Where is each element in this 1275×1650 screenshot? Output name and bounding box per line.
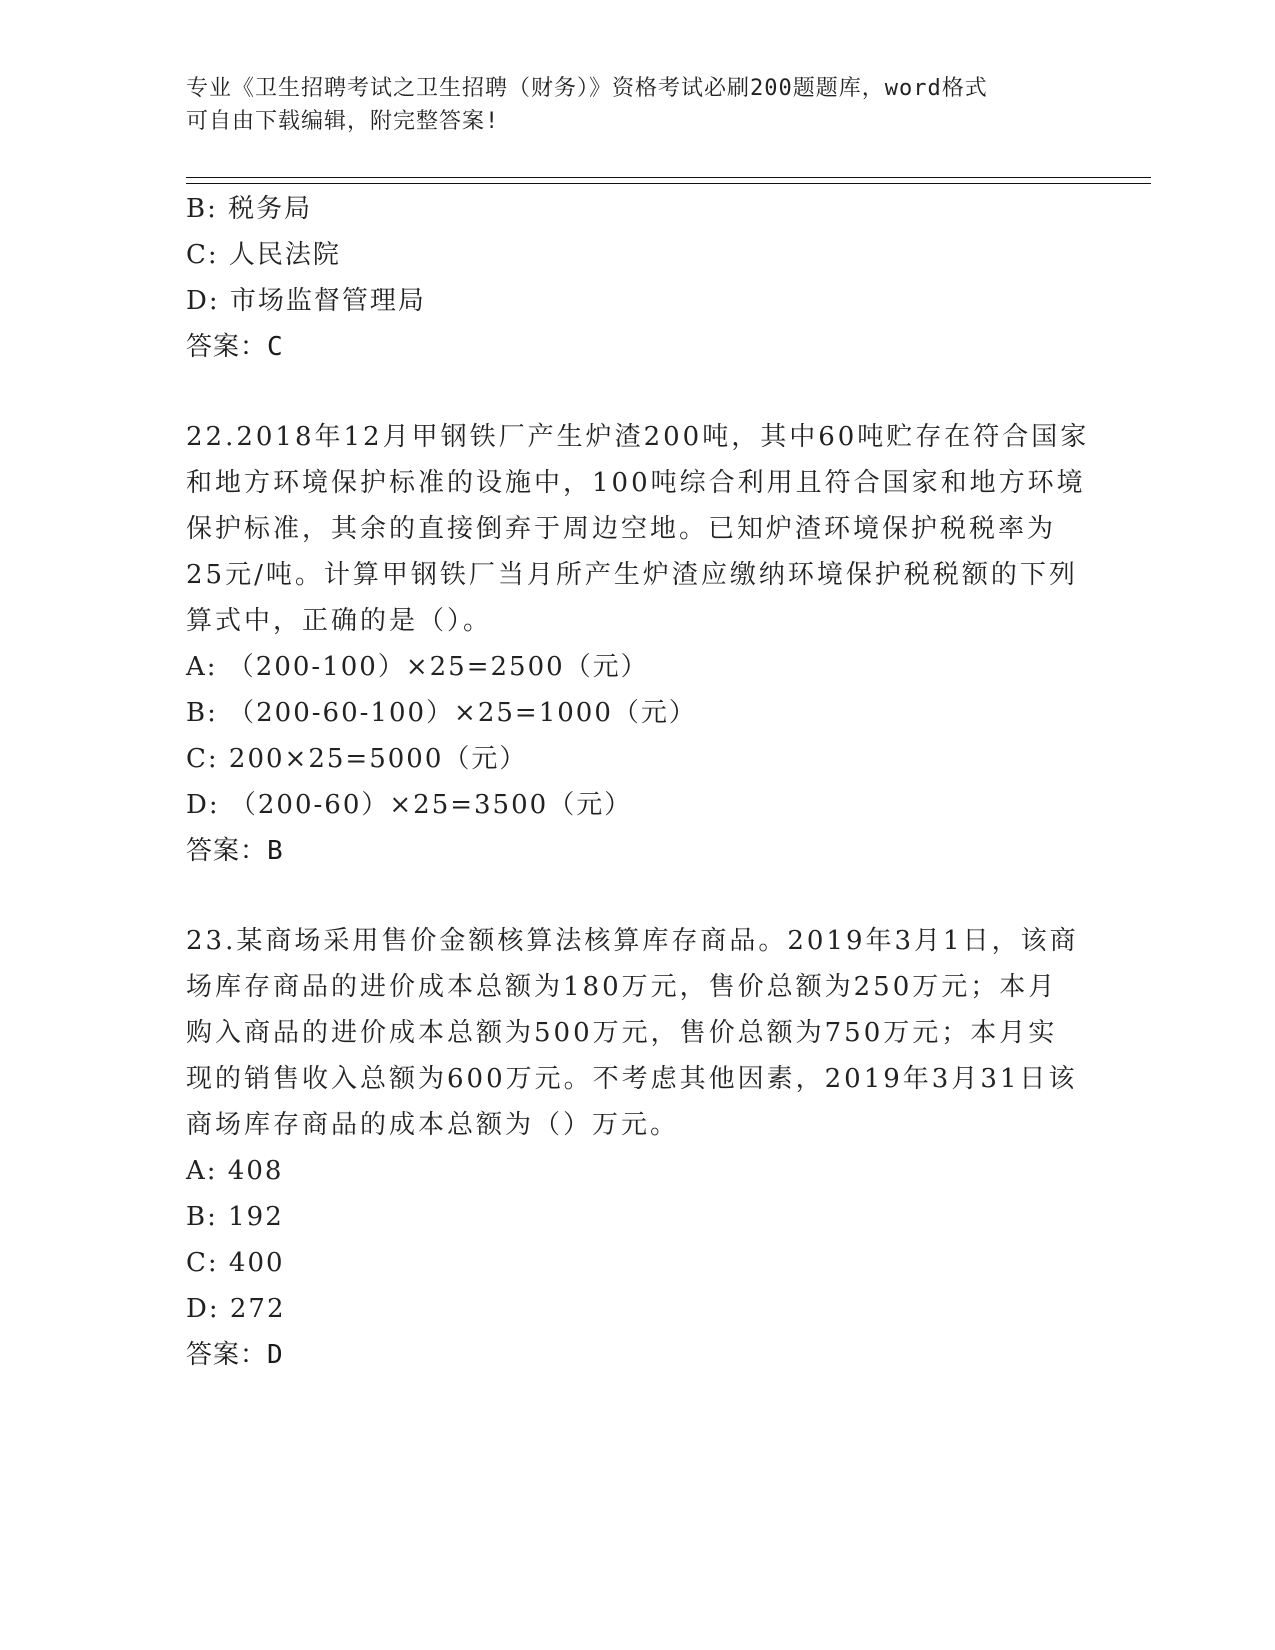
option-b: B: 税务局 [186,194,313,224]
question-text-line: 购入商品的进价成本总额为500万元，售价总额为750万元；本月实 [186,1018,1058,1048]
option-d: D: 272 [186,1294,286,1324]
question-text-line: 商场库存商品的成本总额为（）万元。 [186,1110,680,1140]
question-text [186,918,1086,1148]
option-c: C: 200×25=5000（元） [186,744,528,774]
answer-line: 答案：C [186,332,284,362]
header-line-1: 专业《卫生招聘考试之卫生招聘（财务）》资格考试必刷200题题库，word格式 [186,76,988,101]
header-divider-bottom [186,183,1151,184]
answer-line: 答案：B [186,836,284,866]
option-a: A: （200-100）×25=2500（元） [186,652,649,682]
option-d: D: 市场监督管理局 [186,286,426,316]
question-text-line: 22.2018年12月甲钢铁厂产生炉渣200吨，其中60吨贮存在符合国家 [186,422,1090,452]
question-text-line: 23.某商场采用售价金额核算法核算库存商品。2019年3月1日，该商 [186,926,1079,956]
header-line-2: 可自由下载编辑，附完整答案! [186,109,500,134]
question-21 [186,186,1086,370]
question-text-line: 和地方环境保护标准的设施中，100吨综合利用且符合国家和地方环境 [186,468,1086,498]
question-text-line: 现的销售收入总额为600万元。不考虑其他因素，2019年3月31日该 [186,1064,1078,1094]
question-text-line: 25元/吨。计算甲钢铁厂当月所产生炉渣应缴纳环境保护税税额的下列 [186,560,1078,590]
spacer [186,370,1086,414]
option-d: D: （200-60）×25=3500（元） [186,790,633,820]
question-22 [186,414,1090,874]
option-c: C: 人民法院 [186,240,341,270]
question-text-line: 保护标准，其余的直接倒弃于周边空地。已知炉渣环境保护税税率为 [186,514,1057,544]
question-text-line: 算式中，正确的是（）。 [186,606,493,636]
answer-line: 答案：D [186,1340,284,1370]
question-content [186,186,1090,1378]
question-text [186,414,1090,644]
option-b: B: 192 [186,1202,284,1232]
document-header [186,72,1066,138]
question-23 [186,918,1086,1378]
spacer [186,874,1086,918]
question-text-line: 场库存商品的进价成本总额为180万元，售价总额为250万元；本月 [186,972,1058,1002]
option-a: A: 408 [186,1156,284,1186]
option-c: C: 400 [186,1248,285,1278]
header-divider-top [186,177,1151,178]
option-b: B: （200-60-100）×25=1000（元） [186,698,697,728]
